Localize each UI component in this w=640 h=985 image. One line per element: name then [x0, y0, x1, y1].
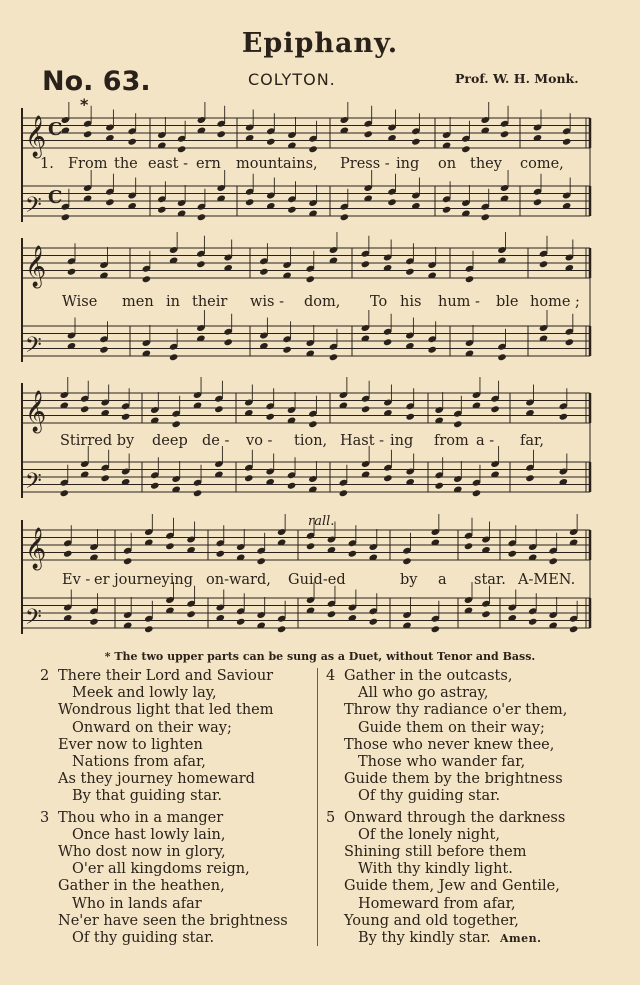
verse-line: Homeward from afar,	[358, 895, 516, 912]
bass-clef-icon: 𝄢	[25, 469, 42, 499]
lyric-syllable: Press -	[340, 156, 390, 172]
verse-line: Ne'er have seen the brightness	[58, 912, 288, 929]
stanza-4	[326, 668, 567, 806]
note-head	[245, 198, 254, 206]
verse-line: Once hast lowly lain,	[72, 826, 226, 843]
lyric-syllable: east -	[148, 156, 189, 172]
verse-line: Onward through the darkness	[344, 809, 566, 826]
note-head	[236, 618, 245, 626]
lyric-syllable: A-MEN.	[518, 572, 576, 588]
lyric-syllable: From	[68, 156, 108, 172]
treble-clef-icon: 𝄞	[25, 116, 47, 157]
note-head	[405, 268, 414, 276]
verse-line: By that guiding star.	[72, 788, 222, 805]
note-head	[525, 474, 534, 482]
note-head	[405, 413, 414, 421]
note-head	[548, 557, 557, 565]
lyric-syllable: men	[122, 294, 154, 310]
bass-clef-icon: 𝄢	[25, 605, 42, 635]
stanza-number: 4	[326, 668, 336, 684]
stanza-number: 5	[326, 809, 336, 826]
note-head	[348, 550, 357, 558]
note-head	[177, 145, 186, 153]
note-head	[500, 130, 509, 138]
note-head	[214, 405, 223, 413]
note-head	[121, 413, 130, 421]
note-head	[508, 550, 517, 558]
verse-line: Guide them on their way;	[358, 719, 545, 736]
common-time-icon: C	[48, 187, 63, 208]
verse-line: Shining still before them	[344, 844, 527, 861]
verse-line: Guide them by the brightness	[344, 771, 563, 788]
note-head	[100, 474, 109, 482]
note-head	[265, 413, 274, 421]
verse-line: Throw thy radiance o'er them,	[344, 702, 568, 719]
note-head	[244, 474, 253, 482]
lyric-syllable: the	[114, 156, 138, 172]
note-head	[461, 145, 470, 153]
note-head	[83, 130, 92, 138]
note-head	[216, 550, 225, 558]
note-head	[197, 213, 206, 221]
lyric-syllable: star.	[474, 572, 506, 588]
note-head	[562, 138, 571, 146]
lyric-syllable: ble	[496, 294, 519, 310]
lyric-syllable: on	[438, 156, 457, 172]
note-head	[559, 413, 568, 421]
lyric-syllable: by	[400, 572, 418, 588]
amen-mark: Amen.	[499, 932, 542, 946]
note-head	[223, 338, 232, 346]
verse-line: Young and old together,	[344, 912, 519, 929]
note-head	[150, 482, 159, 490]
verse-line: Gather in the heathen,	[58, 878, 225, 895]
note-head	[361, 260, 370, 268]
stanza-3	[40, 810, 288, 948]
note-head	[363, 130, 372, 138]
note-head	[565, 338, 574, 346]
tune-name: COLYTON.	[248, 70, 336, 89]
lyric-syllable: Stirred by	[60, 433, 135, 449]
verse-line: As they journey homeward	[58, 771, 255, 788]
stanza-number: 2	[40, 668, 50, 684]
note-head	[442, 206, 451, 214]
lyric-syllable: dom,	[304, 294, 341, 310]
lyric-syllable: they	[470, 156, 502, 172]
note-head	[89, 618, 98, 626]
note-head	[60, 489, 69, 497]
note-head	[453, 420, 462, 428]
note-head	[123, 557, 132, 565]
bass-clef-icon: 𝄢	[25, 333, 42, 363]
treble-clef-icon: 𝄞	[25, 528, 47, 569]
verse-line: Of thy guiding star.	[72, 930, 215, 947]
lyric-syllable: Wise	[62, 294, 98, 310]
lyric-syllable: ing	[396, 156, 420, 172]
bass-clef-icon: 𝄢	[25, 193, 42, 223]
lyric-syllable: vo -	[246, 433, 273, 449]
note-head	[169, 353, 178, 361]
note-head	[339, 489, 348, 497]
column-divider	[317, 668, 318, 946]
lyric-syllable: ing	[390, 433, 414, 449]
common-time-icon: C	[48, 119, 63, 140]
lyric-syllable: tion,	[294, 433, 328, 449]
verse-line: Gather in the outcasts,	[344, 668, 513, 684]
lyric-syllable: from	[434, 433, 469, 449]
rall-marking: rall.	[308, 514, 335, 529]
note-head	[431, 625, 440, 633]
note-head	[144, 625, 153, 633]
note-head	[63, 550, 72, 558]
verse-line: Who dost now in glory,	[58, 844, 226, 861]
note-head	[266, 138, 275, 146]
note-head	[361, 405, 370, 413]
note-head	[80, 405, 89, 413]
lyric-syllable: wis -	[250, 294, 284, 310]
note-head	[387, 198, 396, 206]
verse-number-1: 1.	[40, 156, 54, 172]
verse-line: Thou who in a manger	[58, 809, 224, 826]
verse-line: Those who never knew thee,	[344, 736, 555, 753]
verse-line: With thy kindly light.	[358, 861, 513, 878]
note-head	[402, 557, 411, 565]
lyric-syllable: on-ward,	[206, 572, 271, 588]
lyric-syllable: a -	[476, 433, 495, 449]
verse-line: All who go astray,	[358, 685, 489, 702]
verse-line: Nations from afar,	[72, 754, 206, 771]
note-head	[569, 625, 578, 633]
lyric-syllable: in	[166, 294, 180, 310]
treble-clef-icon: 𝄞	[25, 246, 47, 287]
composer-credit: Prof. W. H. Monk.	[455, 71, 579, 86]
lyric-syllable: ern	[196, 156, 221, 172]
note-head	[287, 482, 296, 490]
note-head	[287, 206, 296, 214]
note-head	[99, 346, 108, 354]
note-head	[383, 338, 392, 346]
note-head	[465, 275, 474, 283]
lyric-syllable: To	[370, 294, 388, 310]
note-head	[157, 206, 166, 214]
note-head	[193, 489, 202, 497]
note-head	[539, 260, 548, 268]
note-head	[105, 198, 114, 206]
verse-line: Those who wander far,	[358, 754, 526, 771]
note-head	[329, 353, 338, 361]
note-head	[256, 557, 265, 565]
verse-line: Onward on their way;	[72, 719, 232, 736]
verse-line: Wondrous light that led them	[58, 702, 274, 719]
footnote-asterisk: *	[80, 95, 89, 114]
note-head	[196, 260, 205, 268]
verse-line: Of the lonely night,	[358, 826, 500, 843]
note-head	[490, 405, 499, 413]
note-head	[411, 138, 420, 146]
note-head	[383, 474, 392, 482]
lyric-syllable: his	[400, 294, 422, 310]
verse-line: By thy kindly star.	[358, 930, 491, 947]
note-head	[472, 489, 481, 497]
note-head	[340, 213, 349, 221]
verse-line: Guide them, Jew and Gentile,	[344, 878, 560, 895]
note-head	[308, 145, 317, 153]
note-head	[165, 542, 174, 550]
note-head	[306, 275, 315, 283]
note-head	[216, 130, 225, 138]
lyric-syllable: de -	[202, 433, 230, 449]
lyric-syllable: home ;	[530, 294, 580, 310]
lyric-syllable: their	[192, 294, 228, 310]
stanza-5	[326, 810, 567, 948]
lyric-syllable: come,	[520, 156, 564, 172]
note-head	[528, 618, 537, 626]
verse-line: Of thy guiding star.	[358, 788, 501, 805]
note-head	[533, 198, 542, 206]
season-heading: Epiphany.	[241, 28, 399, 59]
note-head	[434, 482, 443, 490]
note-head	[327, 610, 336, 618]
note-head	[127, 138, 136, 146]
note-head	[464, 542, 473, 550]
note-head	[369, 618, 378, 626]
verses-right-column	[326, 668, 567, 947]
lyric-syllable: er journeying	[94, 572, 193, 588]
lyric-syllable: mountains,	[236, 156, 318, 172]
stanza-2	[40, 668, 288, 806]
note-head	[427, 346, 436, 354]
note-head	[61, 213, 70, 221]
note-head	[308, 420, 317, 428]
verse-line: Ever now to lighten	[58, 736, 203, 753]
note-head	[282, 346, 291, 354]
verse-line: Meek and lowly lay,	[72, 685, 217, 702]
stanza-number: 3	[40, 809, 50, 826]
lyric-syllable: a	[438, 572, 447, 588]
note-head	[306, 542, 315, 550]
hymn-number: No. 63.	[42, 66, 151, 97]
verse-line: There their Lord and Saviour	[58, 668, 274, 684]
lyric-syllable: far,	[520, 433, 544, 449]
note-head	[481, 213, 490, 221]
note-head	[481, 610, 490, 618]
treble-clef-icon: 𝄞	[25, 391, 47, 432]
lyric-syllable: Ev -	[62, 572, 91, 588]
note-head	[67, 268, 76, 276]
verse-line: O'er all kingdoms reign,	[72, 861, 250, 878]
note-head	[497, 353, 506, 361]
lyric-syllable: Hast -	[340, 433, 385, 449]
verse-line: Who in lands afar	[72, 895, 202, 912]
note-head	[259, 268, 268, 276]
lyric-syllable: Guid-ed	[288, 572, 346, 588]
note-head	[142, 275, 151, 283]
note-head	[186, 610, 195, 618]
lyric-syllable: hum -	[438, 294, 480, 310]
footnote: * The two upper parts can be sung as a Duet, without Tenor and Bass.	[104, 650, 536, 663]
note-head	[277, 625, 286, 633]
lyric-syllable: deep	[152, 433, 188, 449]
verses-left-column	[40, 668, 288, 947]
note-head	[171, 420, 180, 428]
